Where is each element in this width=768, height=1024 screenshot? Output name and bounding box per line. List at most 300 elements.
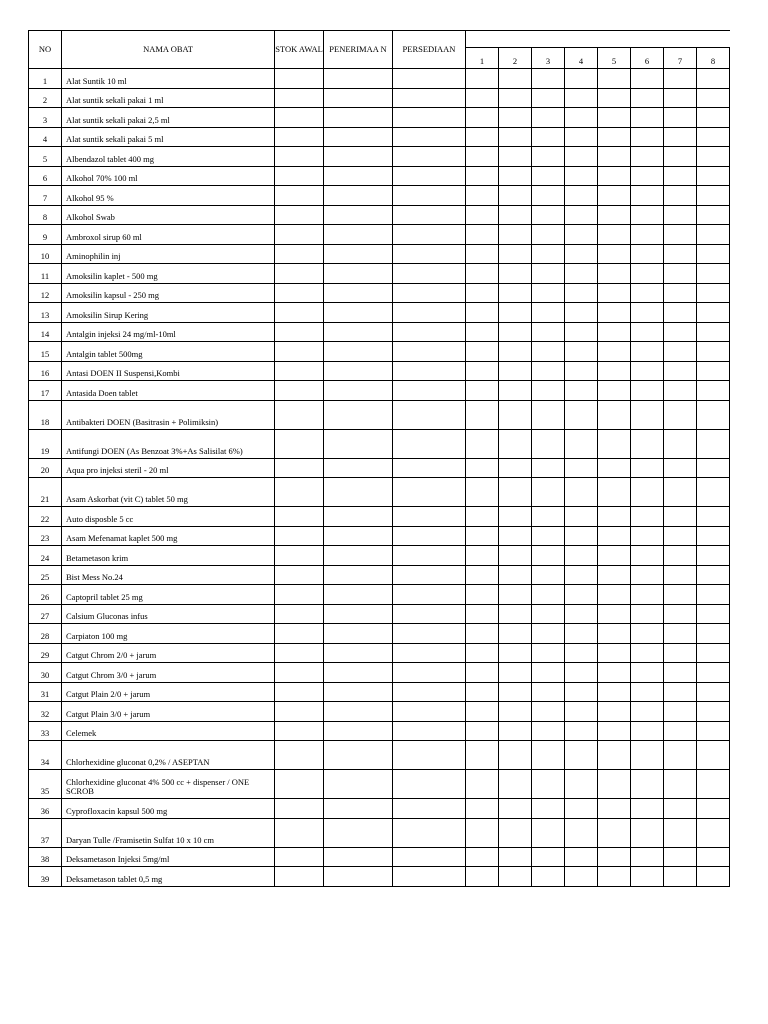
day-5-cell <box>598 624 631 644</box>
day-4-cell <box>565 147 598 167</box>
day-6-cell <box>631 186 664 206</box>
day-5-cell <box>598 244 631 264</box>
row-number: 20 <box>29 458 62 478</box>
table-row <box>29 604 730 624</box>
day-8-cell <box>697 127 730 147</box>
row-number: 27 <box>29 604 62 624</box>
day-7-cell <box>664 770 697 799</box>
day-3-cell <box>532 770 565 799</box>
day-7-cell <box>664 127 697 147</box>
day-5-cell <box>598 741 631 770</box>
table-row <box>29 721 730 741</box>
day-2-cell <box>499 400 532 429</box>
day-5-cell <box>598 721 631 741</box>
day-3-cell <box>532 799 565 819</box>
penerimaan-cell <box>324 429 393 458</box>
drug-name: Alkohol 95 % <box>62 186 275 206</box>
day-1-cell <box>466 565 499 585</box>
day-4-cell <box>565 565 598 585</box>
day-8-cell <box>697 702 730 722</box>
day-8-cell <box>697 166 730 186</box>
day-3-cell <box>532 458 565 478</box>
stok-awal-cell <box>275 342 324 362</box>
row-number: 35 <box>29 770 62 799</box>
day-5-cell <box>598 663 631 683</box>
stok-awal-cell <box>275 741 324 770</box>
row-number: 1 <box>29 69 62 89</box>
row-number: 15 <box>29 342 62 362</box>
table-row <box>29 108 730 128</box>
day-1-cell <box>466 799 499 819</box>
day-1-cell <box>466 721 499 741</box>
day-7-cell <box>664 721 697 741</box>
day-2-cell <box>499 88 532 108</box>
persediaan-cell <box>393 147 466 167</box>
row-number: 24 <box>29 546 62 566</box>
drug-name: Antasi DOEN II Suspensi,Kombi <box>62 361 275 381</box>
day-3-cell <box>532 682 565 702</box>
persediaan-cell <box>393 283 466 303</box>
persediaan-cell <box>393 818 466 847</box>
penerimaan-cell <box>324 400 393 429</box>
day-6-cell <box>631 721 664 741</box>
day-8-cell <box>697 721 730 741</box>
drug-name: Catgut Chrom 2/0 + jarum <box>62 643 275 663</box>
drug-name: Calsium Gluconas infus <box>62 604 275 624</box>
row-number: 29 <box>29 643 62 663</box>
day-2-cell <box>499 682 532 702</box>
header-stok-awal: STOK AWAL <box>275 31 324 69</box>
stok-awal-cell <box>275 682 324 702</box>
day-6-cell <box>631 283 664 303</box>
day-8-cell <box>697 205 730 225</box>
day-2-cell <box>499 702 532 722</box>
day-4-cell <box>565 88 598 108</box>
day-6-cell <box>631 507 664 527</box>
persediaan-cell <box>393 565 466 585</box>
table-row <box>29 770 730 799</box>
day-3-cell <box>532 867 565 887</box>
day-3-cell <box>532 244 565 264</box>
stok-awal-cell <box>275 799 324 819</box>
stok-awal-cell <box>275 303 324 323</box>
day-1-cell <box>466 88 499 108</box>
day-5-cell <box>598 565 631 585</box>
persediaan-cell <box>393 507 466 527</box>
day-2-cell <box>499 721 532 741</box>
day-6-cell <box>631 429 664 458</box>
stok-awal-cell <box>275 400 324 429</box>
day-8-cell <box>697 225 730 245</box>
day-1-cell <box>466 264 499 284</box>
table-row <box>29 507 730 527</box>
header-no: NO <box>29 31 62 69</box>
day-1-cell <box>466 818 499 847</box>
row-number: 5 <box>29 147 62 167</box>
table-row <box>29 186 730 206</box>
stok-awal-cell <box>275 361 324 381</box>
day-2-cell <box>499 741 532 770</box>
day-3-cell <box>532 205 565 225</box>
day-3-cell <box>532 322 565 342</box>
persediaan-cell <box>393 342 466 362</box>
table-row <box>29 166 730 186</box>
row-number: 23 <box>29 526 62 546</box>
day-5-cell <box>598 458 631 478</box>
day-7-cell <box>664 565 697 585</box>
day-7-cell <box>664 867 697 887</box>
day-4-cell <box>565 429 598 458</box>
row-number: 38 <box>29 847 62 867</box>
day-4-cell <box>565 244 598 264</box>
header-day-1: 1 <box>466 48 499 69</box>
day-6-cell <box>631 108 664 128</box>
day-1-cell <box>466 741 499 770</box>
day-4-cell <box>565 283 598 303</box>
penerimaan-cell <box>324 322 393 342</box>
day-2-cell <box>499 264 532 284</box>
stok-awal-cell <box>275 847 324 867</box>
stok-awal-cell <box>275 867 324 887</box>
day-6-cell <box>631 565 664 585</box>
row-number: 28 <box>29 624 62 644</box>
day-8-cell <box>697 429 730 458</box>
table-row <box>29 303 730 323</box>
day-5-cell <box>598 604 631 624</box>
day-5-cell <box>598 867 631 887</box>
penerimaan-cell <box>324 643 393 663</box>
table-row <box>29 458 730 478</box>
day-7-cell <box>664 847 697 867</box>
day-1-cell <box>466 69 499 89</box>
day-1-cell <box>466 108 499 128</box>
day-7-cell <box>664 741 697 770</box>
stok-awal-cell <box>275 818 324 847</box>
day-7-cell <box>664 478 697 507</box>
day-5-cell <box>598 147 631 167</box>
day-8-cell <box>697 604 730 624</box>
day-5-cell <box>598 478 631 507</box>
drug-name: Antasida Doen tablet <box>62 381 275 401</box>
day-7-cell <box>664 624 697 644</box>
day-4-cell <box>565 400 598 429</box>
persediaan-cell <box>393 361 466 381</box>
day-7-cell <box>664 507 697 527</box>
drug-name: Asam Askorbat (vit C) tablet 50 mg <box>62 478 275 507</box>
stok-awal-cell <box>275 721 324 741</box>
row-number: 9 <box>29 225 62 245</box>
day-6-cell <box>631 264 664 284</box>
day-6-cell <box>631 381 664 401</box>
penerimaan-cell <box>324 127 393 147</box>
day-2-cell <box>499 186 532 206</box>
row-number: 2 <box>29 88 62 108</box>
day-8-cell <box>697 818 730 847</box>
penerimaan-cell <box>324 147 393 167</box>
day-6-cell <box>631 741 664 770</box>
day-4-cell <box>565 604 598 624</box>
stok-awal-cell <box>275 108 324 128</box>
day-3-cell <box>532 624 565 644</box>
table-row <box>29 381 730 401</box>
drug-name: Antifungi DOEN (As Benzoat 3%+As Salisilat 6%) <box>62 429 275 458</box>
stok-awal-cell <box>275 244 324 264</box>
penerimaan-cell <box>324 342 393 362</box>
drug-name: Amoksilin kaplet - 500 mg <box>62 264 275 284</box>
day-2-cell <box>499 69 532 89</box>
day-7-cell <box>664 546 697 566</box>
row-number: 6 <box>29 166 62 186</box>
day-8-cell <box>697 741 730 770</box>
row-number: 25 <box>29 565 62 585</box>
day-4-cell <box>565 342 598 362</box>
penerimaan-cell <box>324 770 393 799</box>
penerimaan-cell <box>324 244 393 264</box>
day-5-cell <box>598 127 631 147</box>
day-7-cell <box>664 69 697 89</box>
day-5-cell <box>598 322 631 342</box>
table-row <box>29 799 730 819</box>
day-3-cell <box>532 565 565 585</box>
day-1-cell <box>466 381 499 401</box>
day-5-cell <box>598 361 631 381</box>
drug-name: Catgut Chrom 3/0 + jarum <box>62 663 275 683</box>
persediaan-cell <box>393 205 466 225</box>
row-number: 8 <box>29 205 62 225</box>
row-number: 10 <box>29 244 62 264</box>
drug-name: Amoksilin Sirup Kering <box>62 303 275 323</box>
day-4-cell <box>565 526 598 546</box>
day-7-cell <box>664 225 697 245</box>
day-1-cell <box>466 166 499 186</box>
drug-name: Alkohol Swab <box>62 205 275 225</box>
day-1-cell <box>466 847 499 867</box>
day-5-cell <box>598 342 631 362</box>
day-3-cell <box>532 585 565 605</box>
penerimaan-cell <box>324 264 393 284</box>
day-7-cell <box>664 663 697 683</box>
row-number: 26 <box>29 585 62 605</box>
row-number: 7 <box>29 186 62 206</box>
day-5-cell <box>598 643 631 663</box>
day-3-cell <box>532 381 565 401</box>
day-2-cell <box>499 847 532 867</box>
row-number: 31 <box>29 682 62 702</box>
drug-name: Auto disposble 5 cc <box>62 507 275 527</box>
day-6-cell <box>631 322 664 342</box>
day-5-cell <box>598 225 631 245</box>
stok-awal-cell <box>275 225 324 245</box>
day-2-cell <box>499 458 532 478</box>
persediaan-cell <box>393 108 466 128</box>
day-1-cell <box>466 361 499 381</box>
table-row <box>29 205 730 225</box>
stok-awal-cell <box>275 166 324 186</box>
penerimaan-cell <box>324 225 393 245</box>
row-number: 39 <box>29 867 62 887</box>
persediaan-cell <box>393 458 466 478</box>
day-7-cell <box>664 186 697 206</box>
day-2-cell <box>499 303 532 323</box>
drug-name: Celemek <box>62 721 275 741</box>
day-3-cell <box>532 147 565 167</box>
row-number: 19 <box>29 429 62 458</box>
penerimaan-cell <box>324 546 393 566</box>
header-day-5: 5 <box>598 48 631 69</box>
day-1-cell <box>466 546 499 566</box>
day-7-cell <box>664 702 697 722</box>
day-4-cell <box>565 799 598 819</box>
day-3-cell <box>532 225 565 245</box>
persediaan-cell <box>393 702 466 722</box>
day-3-cell <box>532 186 565 206</box>
stok-awal-cell <box>275 478 324 507</box>
table-row <box>29 741 730 770</box>
table-row <box>29 283 730 303</box>
drug-name: Albendazol tablet 400 mg <box>62 147 275 167</box>
table-row <box>29 682 730 702</box>
day-8-cell <box>697 147 730 167</box>
day-6-cell <box>631 303 664 323</box>
persediaan-cell <box>393 799 466 819</box>
drug-name: Alat suntik sekali pakai 2,5 ml <box>62 108 275 128</box>
stok-awal-cell <box>275 604 324 624</box>
day-6-cell <box>631 166 664 186</box>
stok-awal-cell <box>275 546 324 566</box>
day-6-cell <box>631 770 664 799</box>
day-4-cell <box>565 69 598 89</box>
persediaan-cell <box>393 429 466 458</box>
drug-name: Amoksilin kapsul - 250 mg <box>62 283 275 303</box>
penerimaan-cell <box>324 205 393 225</box>
drug-name: Deksametason Injeksi 5mg/ml <box>62 847 275 867</box>
day-4-cell <box>565 585 598 605</box>
day-7-cell <box>664 147 697 167</box>
day-1-cell <box>466 478 499 507</box>
table-row <box>29 847 730 867</box>
persediaan-cell <box>393 264 466 284</box>
row-number: 12 <box>29 283 62 303</box>
stok-awal-cell <box>275 770 324 799</box>
day-4-cell <box>565 225 598 245</box>
day-4-cell <box>565 643 598 663</box>
day-2-cell <box>499 381 532 401</box>
day-2-cell <box>499 604 532 624</box>
header-day-3: 3 <box>532 48 565 69</box>
header-day-6: 6 <box>631 48 664 69</box>
table-body <box>29 69 730 887</box>
day-7-cell <box>664 205 697 225</box>
persediaan-cell <box>393 721 466 741</box>
penerimaan-cell <box>324 69 393 89</box>
table-row <box>29 429 730 458</box>
day-5-cell <box>598 799 631 819</box>
day-1-cell <box>466 770 499 799</box>
day-1-cell <box>466 186 499 206</box>
day-3-cell <box>532 546 565 566</box>
day-3-cell <box>532 342 565 362</box>
day-2-cell <box>499 283 532 303</box>
day-8-cell <box>697 361 730 381</box>
stok-awal-cell <box>275 663 324 683</box>
day-3-cell <box>532 361 565 381</box>
drug-name: Catgut Plain 3/0 + jarum <box>62 702 275 722</box>
day-5-cell <box>598 507 631 527</box>
day-7-cell <box>664 604 697 624</box>
persediaan-cell <box>393 244 466 264</box>
persediaan-cell <box>393 847 466 867</box>
day-3-cell <box>532 847 565 867</box>
table-row <box>29 225 730 245</box>
table-row <box>29 361 730 381</box>
penerimaan-cell <box>324 585 393 605</box>
header-day-7: 7 <box>664 48 697 69</box>
day-5-cell <box>598 526 631 546</box>
day-6-cell <box>631 205 664 225</box>
row-number: 17 <box>29 381 62 401</box>
day-8-cell <box>697 799 730 819</box>
day-2-cell <box>499 429 532 458</box>
day-4-cell <box>565 205 598 225</box>
penerimaan-cell <box>324 108 393 128</box>
day-6-cell <box>631 361 664 381</box>
day-3-cell <box>532 643 565 663</box>
day-3-cell <box>532 127 565 147</box>
day-3-cell <box>532 400 565 429</box>
stok-awal-cell <box>275 507 324 527</box>
table-row <box>29 818 730 847</box>
day-1-cell <box>466 205 499 225</box>
table-row <box>29 322 730 342</box>
stok-awal-cell <box>275 205 324 225</box>
day-2-cell <box>499 565 532 585</box>
day-1-cell <box>466 322 499 342</box>
day-5-cell <box>598 205 631 225</box>
day-7-cell <box>664 361 697 381</box>
persediaan-cell <box>393 303 466 323</box>
table-row <box>29 624 730 644</box>
persediaan-cell <box>393 682 466 702</box>
day-1-cell <box>466 702 499 722</box>
drug-name: Chlorhexidine gluconat 4% 500 cc + dispenser / ONE SCROB <box>62 770 275 799</box>
day-6-cell <box>631 682 664 702</box>
day-1-cell <box>466 283 499 303</box>
day-8-cell <box>697 507 730 527</box>
penerimaan-cell <box>324 682 393 702</box>
penerimaan-cell <box>324 663 393 683</box>
day-6-cell <box>631 867 664 887</box>
row-number: 4 <box>29 127 62 147</box>
day-3-cell <box>532 69 565 89</box>
day-5-cell <box>598 303 631 323</box>
penerimaan-cell <box>324 478 393 507</box>
drug-name: Antalgin injeksi 24 mg/ml-10ml <box>62 322 275 342</box>
persediaan-cell <box>393 526 466 546</box>
penerimaan-cell <box>324 507 393 527</box>
day-5-cell <box>598 429 631 458</box>
day-8-cell <box>697 682 730 702</box>
day-1-cell <box>466 127 499 147</box>
day-7-cell <box>664 526 697 546</box>
persediaan-cell <box>393 770 466 799</box>
day-5-cell <box>598 546 631 566</box>
day-6-cell <box>631 478 664 507</box>
table-row <box>29 342 730 362</box>
day-5-cell <box>598 818 631 847</box>
day-3-cell <box>532 264 565 284</box>
day-2-cell <box>499 166 532 186</box>
day-8-cell <box>697 565 730 585</box>
